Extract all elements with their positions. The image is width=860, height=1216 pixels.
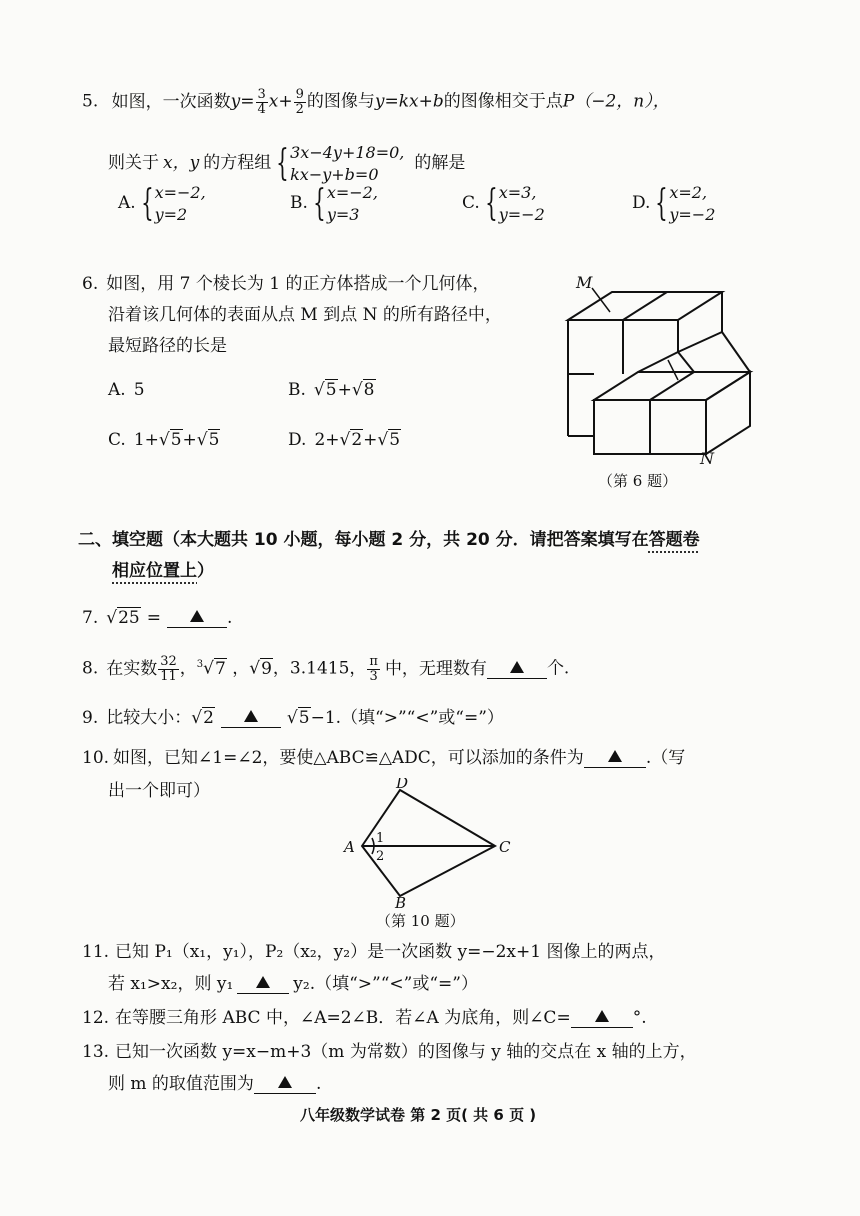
q5-func-x: x+ bbox=[268, 91, 293, 112]
q8-frac-num: 32 bbox=[160, 654, 177, 669]
section2-heading-d: ） bbox=[197, 561, 214, 581]
section2-heading-line1 bbox=[78, 532, 700, 549]
q8-pi-num: π bbox=[369, 654, 378, 669]
q6-choice-d: D. 2+√2+√5 bbox=[288, 430, 401, 450]
q5-choice-c-system bbox=[499, 182, 545, 225]
q5-system bbox=[290, 142, 404, 185]
q12-text-a: 在等腰三角形 ABC 中，∠A=2∠B．若∠A 为底角，则∠C= bbox=[115, 1008, 571, 1028]
q5-choice-a-eq1: x=−2, bbox=[154, 183, 206, 202]
q6-choice-c-rad1: 5 bbox=[170, 430, 182, 450]
q7: 7. √25 = . bbox=[82, 608, 233, 628]
q13-text-2a: 则 m 的取值范围为 bbox=[108, 1074, 254, 1094]
front-side-face bbox=[706, 372, 750, 454]
front-top-divider bbox=[650, 372, 694, 400]
q7-radicand: 25 bbox=[118, 608, 140, 628]
q9-rad1: 2 bbox=[203, 708, 214, 728]
label-b: B bbox=[395, 894, 407, 908]
q5-text-a: 如图，一次函数 bbox=[111, 91, 231, 112]
q6-number: 6. bbox=[82, 274, 99, 294]
q6-cube-figure bbox=[560, 272, 770, 472]
q9-rad2: 5 bbox=[298, 708, 310, 728]
q5-line2 bbox=[108, 142, 465, 185]
q6-choice-d-rad2: 5 bbox=[389, 430, 401, 450]
q5-system-brace: { bbox=[276, 142, 289, 184]
section2-heading-c: 相应位置上 bbox=[112, 561, 197, 581]
q6-choice-b-plus: + bbox=[337, 380, 352, 400]
q7-equals: = bbox=[146, 608, 161, 628]
q5-line2-b: x，y bbox=[163, 153, 200, 174]
q5-choice-d-system bbox=[669, 182, 715, 225]
page-footer: 八年级数学试卷 第 2 页( 共 6 页 ) bbox=[300, 1106, 537, 1124]
label-angle-1: 1 bbox=[376, 831, 385, 846]
q5-frac1 bbox=[256, 88, 268, 116]
q8-pi-den: 3 bbox=[369, 668, 378, 684]
q12-text-b: °. bbox=[632, 1008, 647, 1028]
q13-text-1: 已知一次函数 y=x−m+3（m 为常数）的图像与 y 轴的交点在 x 轴的上方， bbox=[115, 1042, 697, 1062]
triangle-icon bbox=[510, 661, 524, 673]
back-top-divider bbox=[623, 292, 667, 320]
q5-choice-c-brace: { bbox=[484, 182, 498, 224]
back-side-slant bbox=[678, 332, 722, 352]
q12 bbox=[82, 1010, 647, 1028]
triangle-icon bbox=[190, 610, 204, 622]
q6-choice-c-letter: C. bbox=[108, 430, 126, 450]
q7-end: . bbox=[226, 608, 233, 628]
q5-frac1-num: 3 bbox=[257, 87, 266, 102]
q8-text-b: ，3.1415， bbox=[272, 658, 367, 679]
q13-answer-blank bbox=[254, 1076, 316, 1094]
q8-cube-radicand: 7 bbox=[215, 658, 226, 679]
q10-figure-caption: （第 10 题） bbox=[376, 912, 465, 930]
triangle-icon bbox=[256, 976, 270, 988]
q6-choice-c-pre: 1+ bbox=[133, 430, 159, 450]
q6-choice-b-letter: B. bbox=[288, 380, 306, 400]
q5-choice-a-letter: A. bbox=[118, 193, 136, 214]
label-m: M bbox=[576, 273, 593, 292]
q5-text-d: 的图像相交于点 bbox=[443, 91, 563, 112]
q5-choice-c bbox=[462, 182, 545, 225]
section2-heading-line2 bbox=[112, 563, 214, 580]
q8-frac-den: 11 bbox=[160, 668, 177, 684]
q9-number: 9. bbox=[82, 708, 99, 728]
q11-text-2a: 若 x₁>x₂，则 y₁ bbox=[108, 974, 234, 994]
q12-answer-blank bbox=[571, 1010, 633, 1028]
q5-frac1-den: 4 bbox=[257, 101, 266, 117]
q8-text-c: 中，无理数有 bbox=[384, 658, 487, 679]
q6-choice-c: C. 1+√5+√5 bbox=[108, 430, 220, 450]
q13-number: 13. bbox=[82, 1042, 110, 1062]
q5-choice-d-eq2: y=−2 bbox=[669, 204, 716, 224]
q6-choice-a-letter: A. bbox=[108, 380, 126, 400]
q6-line2: 沿着该几何体的表面从点 M 到点 N 的所有路径中， bbox=[108, 305, 502, 325]
q8-fraction bbox=[158, 655, 179, 683]
q13-text-2b: . bbox=[315, 1074, 322, 1094]
q10-line1 bbox=[82, 750, 685, 768]
q13-line2 bbox=[108, 1076, 321, 1094]
q5-frac2-den: 2 bbox=[295, 101, 304, 117]
q6-choice-b: B. √5+√8 bbox=[288, 380, 375, 400]
q5-func-y: y= bbox=[230, 91, 255, 112]
q6-line1 bbox=[82, 276, 489, 293]
q5-choice-d-eq1: x=2, bbox=[669, 183, 708, 202]
front-upper-join bbox=[722, 332, 750, 372]
q11-line2 bbox=[108, 976, 478, 994]
q5-system-eq1: 3x−4y+18=0, bbox=[290, 143, 405, 162]
triangle-icon bbox=[278, 1076, 292, 1088]
q6-line3: 最短路径的长是 bbox=[108, 336, 227, 356]
q9-answer-blank bbox=[221, 710, 281, 728]
q5-choice-b-eq1: x=−2, bbox=[326, 183, 378, 202]
q5-choice-b-system bbox=[327, 182, 378, 225]
q6-choice-a-value: 5 bbox=[133, 380, 145, 400]
q11-text-1: 已知 P₁（x₁，y₁），P₂（x₂，y₂）是一次函数 y=−2x+1 图像上的两点， bbox=[115, 942, 666, 962]
section2-heading-a: 二、填空题（本大题共 10 小题，每小题 2 分，共 20 分．请把答案填写在 bbox=[78, 530, 649, 550]
q5-choice-a-brace: { bbox=[140, 182, 154, 224]
q11-line1 bbox=[82, 944, 665, 961]
q8-text-a: 在实数 bbox=[106, 658, 158, 679]
q5-text-c: y=kx+b bbox=[374, 91, 444, 112]
q5-choice-b-eq2: y=3 bbox=[326, 204, 360, 224]
q5-choice-b bbox=[290, 182, 378, 225]
q5-choice-b-letter: B. bbox=[290, 193, 308, 214]
q10-answer-blank bbox=[584, 750, 646, 768]
front-upper-divider bbox=[678, 352, 694, 372]
q8: 8. 在实数 $\frac{32}{11}$ ，$^3$√7 ，√9，3.1415， $\frac{\pi}{3}$ 中，无理数有 个. bbox=[82, 654, 570, 684]
q6-choice-d-plus: + bbox=[363, 430, 378, 450]
q5-line2-d: 的解是 bbox=[414, 153, 466, 174]
q6-choice-b-rad2: 8 bbox=[363, 380, 375, 400]
q5-choice-d bbox=[632, 182, 715, 225]
label-a: A bbox=[344, 838, 355, 856]
q10-number: 10. bbox=[82, 748, 110, 768]
label-angle-2: 2 bbox=[376, 849, 385, 864]
m-pointer bbox=[592, 288, 610, 312]
q11-answer-blank bbox=[237, 976, 289, 994]
q5-text-e: P（−2，n）， bbox=[562, 91, 670, 112]
q7-number: 7. bbox=[82, 608, 99, 628]
q8-sqrt-radicand: 9 bbox=[261, 658, 272, 679]
triangle-icon bbox=[608, 750, 622, 762]
q5-frac2 bbox=[294, 88, 306, 116]
q7-answer-blank bbox=[167, 610, 227, 628]
label-d: D bbox=[396, 778, 409, 792]
q5-line2-c: 的方程组 bbox=[203, 153, 272, 174]
q5-frac2-num: 9 bbox=[295, 87, 304, 102]
q5-text-b: 的图像与 bbox=[306, 91, 375, 112]
q5-choice-d-letter: D. bbox=[632, 193, 651, 214]
q5-line2-a: 则关于 bbox=[108, 153, 159, 174]
q9-text-a: 比较大小： bbox=[106, 708, 192, 728]
q6-choice-c-plus: + bbox=[182, 430, 197, 450]
q8-pi-fraction bbox=[367, 655, 380, 683]
q5-choice-b-brace: { bbox=[313, 182, 326, 224]
label-c: C bbox=[499, 838, 511, 856]
q6-choice-c-rad2: 5 bbox=[208, 430, 220, 450]
section2-heading-emph: 答题卷 bbox=[648, 530, 700, 550]
q5-choice-a-system bbox=[155, 182, 206, 225]
q5-choice-a bbox=[118, 182, 206, 225]
q10-line2: 出一个即可） bbox=[108, 781, 210, 801]
q12-number: 12. bbox=[82, 1008, 110, 1028]
q6-choice-d-pre: 2+ bbox=[314, 430, 340, 450]
q5-choice-d-brace: { bbox=[655, 182, 669, 224]
q11-number: 11. bbox=[82, 942, 110, 962]
triangle-icon bbox=[244, 710, 258, 722]
q8-cube-index: 3 bbox=[196, 658, 204, 670]
q6-choice-d-letter: D. bbox=[288, 430, 307, 450]
q5-number: 5. bbox=[82, 91, 99, 112]
mid-pointer bbox=[668, 360, 678, 380]
q10-figure bbox=[340, 778, 520, 908]
q5-line1 bbox=[82, 88, 670, 116]
q6-choice-d-rad1: 2 bbox=[351, 430, 363, 450]
q8-number: 8. bbox=[82, 658, 99, 679]
q8-answer-blank bbox=[487, 661, 547, 679]
q5-choice-c-eq1: x=3, bbox=[498, 183, 537, 202]
label-n: N bbox=[700, 449, 714, 468]
q6-choice-b-rad1: 5 bbox=[325, 380, 337, 400]
q8-text-d: 个. bbox=[546, 658, 570, 679]
q6-text-1: 如图，用 7 个棱长为 1 的正方体搭成一个几何体， bbox=[106, 274, 490, 294]
q5-choice-a-eq2: y=2 bbox=[154, 204, 188, 224]
q6-figure-caption: （第 6 题） bbox=[598, 472, 678, 490]
q10-text-b: .（写 bbox=[645, 748, 686, 768]
q9: 9. 比较大小：√2 √5−1.（填“>”“<”或“=”） bbox=[82, 708, 504, 728]
q5-system-eq2: kx−y+b=0 bbox=[290, 164, 379, 184]
triangle-icon bbox=[595, 1010, 609, 1022]
q5-choice-c-eq2: y=−2 bbox=[498, 204, 545, 224]
q13-line1 bbox=[82, 1044, 697, 1061]
q10-text-a: 如图，已知∠1=∠2，要使△ABC≌△ADC，可以添加的条件为 bbox=[113, 748, 584, 768]
q5-choice-c-letter: C. bbox=[462, 193, 480, 214]
q6-choice-a bbox=[108, 382, 145, 399]
q11-text-2b: y₂.（填“>”“<”或“=”） bbox=[293, 974, 478, 994]
q9-text-b: −1.（填“>”“<”或“=”） bbox=[310, 708, 504, 728]
